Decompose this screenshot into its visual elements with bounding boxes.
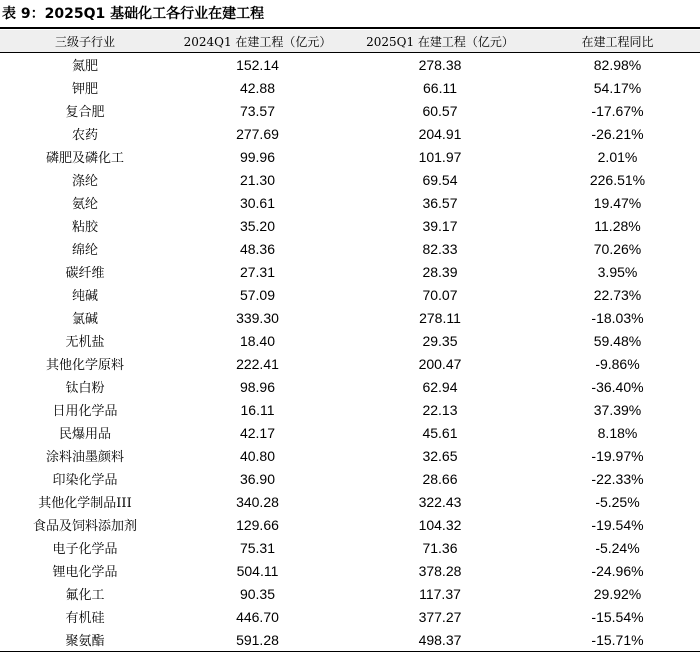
table-title: 表 9：2025Q1 基础化工各行业在建工程 (2, 6, 265, 22)
row-yoy: 2.01% (597, 148, 638, 165)
row-yoy: -9.86% (595, 355, 640, 372)
row-name: 绵纶 (71, 243, 98, 258)
row-2024q1: 90.35 (239, 585, 276, 602)
row-2025q1: 377.27 (418, 608, 462, 625)
row-name: 涤纶 (71, 174, 98, 189)
row-yoy: -22.33% (591, 470, 644, 487)
row-name: 氟化工 (65, 588, 105, 603)
row-2025q1: 36.57 (422, 194, 458, 211)
row-yoy: -15.54% (591, 608, 644, 625)
row-2024q1: 129.66 (236, 516, 279, 533)
row-2024q1: 277.69 (236, 125, 279, 142)
row-2025q1: 117.37 (419, 585, 461, 602)
row-2024q1: 504.11 (236, 562, 279, 579)
row-2024q1: 591.28 (170, 628, 345, 652)
row-2025q1: 29.35 (422, 332, 458, 349)
row-yoy: 11.28% (594, 217, 641, 234)
table-row (0, 375, 700, 398)
row-2025q1: 39.17 (422, 217, 458, 234)
row-2024q1: 152.14 (236, 56, 279, 73)
row-2024q1: 30.61 (239, 194, 276, 211)
row-2024q1: 27.31 (239, 263, 276, 280)
header-2025q1: 2025Q1 在建工程（亿元） (345, 30, 535, 53)
row-name: 日用化学品 (52, 404, 118, 419)
row-yoy: -36.40% (591, 378, 644, 395)
table-row (0, 237, 700, 260)
row-2024q1: 446.70 (236, 608, 279, 625)
row-2024q1: 48.36 (239, 240, 276, 257)
row-2024q1: 57.09 (239, 286, 276, 303)
row-yoy: -18.03% (591, 309, 644, 326)
row-name: 其他化学原料 (45, 358, 124, 373)
row-2025q1: 60.57 (422, 102, 458, 119)
row-name: 锂电化学品 (52, 565, 118, 580)
row-2024q1: 40.80 (239, 447, 276, 464)
row-2024q1: 35.20 (239, 217, 276, 234)
row-2024q1: 222.41 (236, 355, 279, 372)
row-2025q1: 22.13 (422, 401, 458, 418)
row-name: 氮肥 (71, 59, 98, 74)
row-name: 碳纤维 (65, 266, 105, 281)
row-yoy: 3.95% (597, 263, 638, 280)
row-2025q1: 278.38 (418, 56, 462, 73)
row-yoy: -19.97% (591, 447, 644, 464)
table-row (0, 444, 700, 467)
row-name: 纯碱 (71, 289, 98, 304)
table-row (0, 168, 700, 191)
row-2024q1: 75.31 (239, 539, 276, 556)
row-name: 钛白粉 (65, 381, 105, 396)
row-yoy: -17.67% (591, 102, 644, 119)
title-rule (0, 27, 700, 29)
row-2025q1: 204.91 (418, 125, 462, 142)
table-row (0, 122, 700, 145)
row-2025q1: 200.47 (418, 355, 462, 372)
construction-table (0, 30, 700, 652)
row-2025q1: 104.32 (418, 516, 462, 533)
row-name: 食品及饲料添加剂 (32, 519, 137, 534)
row-yoy: -19.54% (591, 516, 644, 533)
row-2025q1: 70.07 (422, 286, 458, 303)
row-2025q1: 62.94 (422, 378, 458, 395)
header-2024q1: 2024Q1 在建工程（亿元） (170, 30, 345, 53)
table-row (0, 99, 700, 122)
row-2025q1: 101.97 (418, 148, 462, 165)
table-row (0, 398, 700, 421)
row-2024q1: 339.30 (236, 309, 279, 326)
row-2024q1: 73.57 (239, 102, 276, 119)
row-name: 氨纶 (71, 197, 98, 212)
table-row (0, 628, 700, 652)
table-row (0, 260, 700, 283)
row-yoy: 226.51% (589, 171, 646, 188)
table-row (0, 559, 700, 582)
row-2025q1: 278.11 (419, 309, 461, 326)
row-name: 粘胶 (71, 220, 98, 235)
row-yoy: 54.17% (593, 79, 642, 96)
row-yoy: -5.24% (595, 539, 640, 556)
row-2025q1: 378.28 (418, 562, 462, 579)
row-name: 有机硅 (65, 611, 105, 626)
row-2024q1: 99.96 (239, 148, 276, 165)
row-name: 印染化学品 (52, 473, 118, 488)
row-name: 无机盐 (65, 335, 105, 350)
row-yoy: 70.26% (593, 240, 642, 257)
row-yoy: 29.92% (593, 585, 642, 602)
row-yoy: 59.48% (593, 332, 642, 349)
table-row (0, 582, 700, 605)
header-subindustry: 三级子行业 (0, 30, 170, 53)
row-name: 农药 (71, 128, 98, 143)
table-row (0, 214, 700, 237)
row-2024q1: 340.28 (236, 493, 279, 510)
row-name: 钾肥 (71, 82, 98, 97)
row-yoy: -26.21% (591, 125, 644, 142)
row-2025q1: 71.36 (422, 539, 458, 556)
table-row (0, 53, 700, 77)
row-yoy: 8.18% (597, 424, 638, 441)
row-2024q1: 16.11 (240, 401, 275, 418)
header-yoy: 在建工程同比 (535, 30, 700, 53)
table-row (0, 513, 700, 536)
table-row (0, 490, 700, 513)
row-2025q1: 322.43 (418, 493, 462, 510)
row-name: 涂料油墨颜料 (45, 450, 124, 465)
row-2024q1: 98.96 (239, 378, 276, 395)
table-row (0, 605, 700, 628)
table-row (0, 191, 700, 214)
row-name: 氯碱 (71, 312, 98, 327)
row-2025q1: 498.37 (345, 628, 535, 652)
row-name: 电子化学品 (52, 542, 118, 557)
table-row (0, 352, 700, 375)
row-2025q1: 66.11 (423, 79, 457, 96)
table-row (0, 536, 700, 559)
row-2025q1: 45.61 (422, 424, 458, 441)
row-yoy: 22.73% (593, 286, 642, 303)
row-name: 复合肥 (65, 105, 105, 120)
row-yoy: 82.98% (593, 56, 642, 73)
row-2025q1: 28.66 (422, 470, 458, 487)
table-body (0, 53, 700, 652)
table-row (0, 306, 700, 329)
row-name: 聚氨酯 (0, 628, 170, 652)
row-2024q1: 42.17 (239, 424, 276, 441)
row-2024q1: 18.40 (239, 332, 276, 349)
row-yoy: -24.96% (591, 562, 644, 579)
row-yoy: -5.25% (595, 493, 640, 510)
row-yoy: 19.47% (593, 194, 642, 211)
table-row (0, 467, 700, 490)
table-row (0, 76, 700, 99)
row-yoy: -15.71% (535, 628, 700, 652)
row-2025q1: 32.65 (422, 447, 458, 464)
row-name: 民爆用品 (58, 427, 111, 442)
row-2025q1: 82.33 (422, 240, 458, 257)
row-2025q1: 69.54 (422, 171, 458, 188)
table-row (0, 145, 700, 168)
row-name: 其他化学制品III (38, 496, 132, 511)
row-yoy: 37.39% (593, 401, 642, 418)
row-2024q1: 21.30 (239, 171, 276, 188)
header-row (0, 30, 700, 53)
table-row (0, 283, 700, 306)
table-row (0, 329, 700, 352)
row-2024q1: 36.90 (239, 470, 276, 487)
row-2025q1: 28.39 (422, 263, 458, 280)
table-row (0, 421, 700, 444)
row-2024q1: 42.88 (239, 79, 276, 96)
row-name: 磷肥及磷化工 (45, 151, 124, 166)
